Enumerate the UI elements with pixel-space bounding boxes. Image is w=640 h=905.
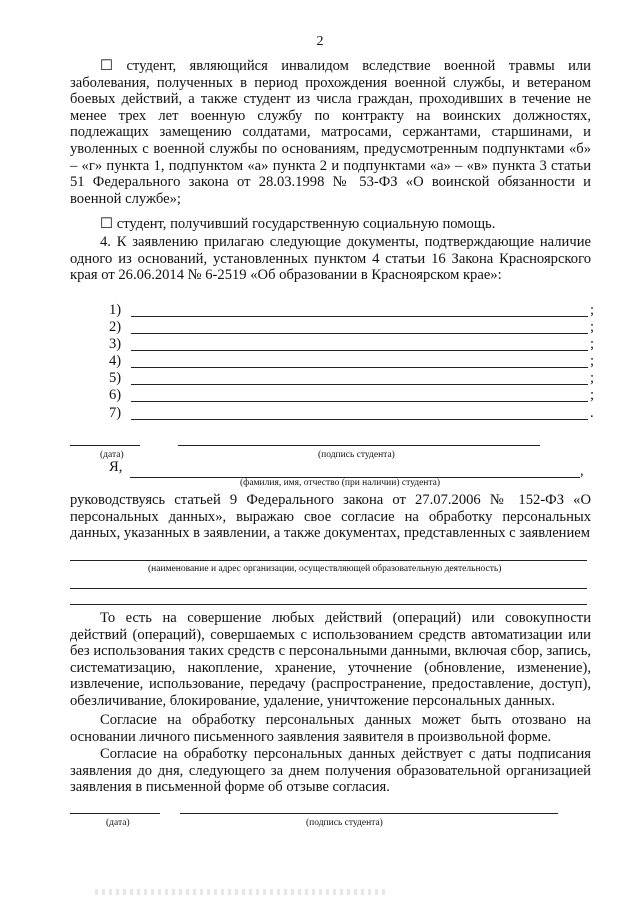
paragraph-revoke — [70, 712, 591, 745]
fio-caption: (фамилия, имя, отчество (при наличии) студента) — [240, 478, 441, 488]
document-row[interactable] — [109, 319, 599, 336]
paragraph-social-text: студент, получивший государственную социальную помощь. — [116, 216, 496, 232]
document-row[interactable] — [109, 370, 599, 387]
signature-line-2[interactable] — [180, 813, 558, 814]
document-row-line[interactable] — [131, 350, 588, 351]
document-row-end: ; — [590, 302, 595, 318]
ya-label: Я, — [109, 459, 123, 475]
paragraph-social-help — [70, 216, 591, 233]
document-row[interactable] — [109, 302, 599, 319]
paragraph-consent — [70, 492, 591, 542]
document-row[interactable] — [109, 405, 599, 422]
document-row-number: 2) — [109, 319, 122, 336]
document-row-number: 5) — [109, 370, 122, 387]
organization-line[interactable] — [70, 560, 587, 561]
organization-caption: (наименование и адрес организации, осуществляющей образовательную деятельность) — [148, 564, 502, 574]
page-number: 2 — [316, 34, 324, 49]
scan-artifact — [95, 889, 385, 895]
paragraph-actions-text: То есть на совершение любых действий (операций) или совокупности действий (операций), совершаемых с использованием средств автоматизации или без использования таких средств с персональными данными, включая сбор, запись, систематизацию, накопление, хранение, уточнение (обновление, изменение), извлечение, использование, передачу (распространение, предоставление, доступ), обезличивание, блокирование, удаление, уничтожение персональных данных. — [70, 610, 591, 709]
checkbox-icon[interactable]: ☐ — [100, 58, 114, 74]
document-row[interactable] — [109, 353, 599, 370]
paragraph-valid-text: Согласие на обработку персональных данных действует с даты подписания заявления до дня, следующего за днем получения образовательной организацией заявления в письменной форме об отзыве согласия. — [70, 746, 591, 796]
document-row-end: ; — [590, 353, 595, 370]
paragraph-disabled-veteran — [70, 58, 591, 207]
document-row-number: 7) — [109, 404, 122, 421]
document-row[interactable] — [109, 336, 599, 353]
document-row-number: 3) — [109, 336, 122, 353]
document-row-line[interactable] — [131, 401, 588, 402]
signature-caption: (подпись студента) — [318, 450, 395, 460]
date-caption: (дата) — [100, 450, 124, 460]
signature-caption-2: (подпись студента) — [306, 818, 383, 828]
document-row-end: ; — [590, 319, 595, 336]
document-row-line[interactable] — [131, 367, 588, 368]
document-row-line[interactable] — [131, 384, 588, 385]
fio-comma: , — [580, 463, 584, 479]
document-row-end: ; — [590, 370, 595, 387]
paragraph-consent-text: руководствуясь статьей 9 Федерального закона от 27.07.2006 № 152-ФЗ «О персональных данных», выражаю свое согласие на обработку персональных данных, указанных в заявлении, а также документах, представленных с заявлением — [70, 492, 591, 542]
paragraph-revoke-text: Согласие на обработку персональных данных может быть отозвано на основании личного письменного заявления заявителя в произвольной форме. — [70, 712, 591, 745]
document-row-end: ; — [590, 336, 595, 353]
date-line-2[interactable] — [70, 813, 160, 814]
checkbox-icon[interactable]: ☐ — [100, 216, 114, 232]
document-row-line[interactable] — [131, 419, 588, 420]
signature-line[interactable] — [178, 445, 540, 446]
organization-line-2[interactable] — [70, 588, 587, 589]
document-row-line[interactable] — [131, 333, 588, 334]
document-row-line[interactable] — [131, 316, 588, 317]
paragraph-valid — [70, 746, 591, 796]
date-caption-2: (дата) — [106, 818, 130, 828]
organization-line-3[interactable] — [70, 604, 587, 605]
document-row-number: 4) — [109, 353, 122, 370]
document-row-number: 1) — [109, 302, 122, 318]
paragraph-documents-text: 4. К заявлению прилагаю следующие документы, подтверждающие наличие одного из оснований, установленных пунктом 4 статьи 16 Закона Красноярского края от 26.06.2014 № 6-2519 «Об образовании в Красноярском крае»: — [70, 234, 591, 284]
document-row-end: ; — [590, 387, 595, 404]
document-list — [109, 302, 599, 422]
document-row[interactable] — [109, 387, 599, 404]
document-row-end: . — [590, 404, 594, 421]
paragraph-disabled-text: студент, являющийся инвалидом вследствие военной травмы или заболевания, полученных в период прохождения военной службы, и ветераном боевых действий, а также студент из числа граждан, проходивших в течение не менее трех лет военную службу по контракту на воинских должностях, подлежащих замещению солдатами, матросами, сержантами, старшинами, и уволенных с военной службы по основаниям, предусмотренным подпунктами «б» – «г» пункта 1, подпунктом «а» пункта 2 и подпунктами «а» – «в» пункта 3 статьи 51 Федерального закона от 28.03.1998 № 53-ФЗ «О воинской обязанности и военной службе»; — [70, 58, 591, 207]
paragraph-documents — [70, 234, 591, 284]
date-line[interactable] — [70, 445, 140, 446]
paragraph-actions — [70, 610, 591, 710]
document-row-number: 6) — [109, 387, 122, 404]
